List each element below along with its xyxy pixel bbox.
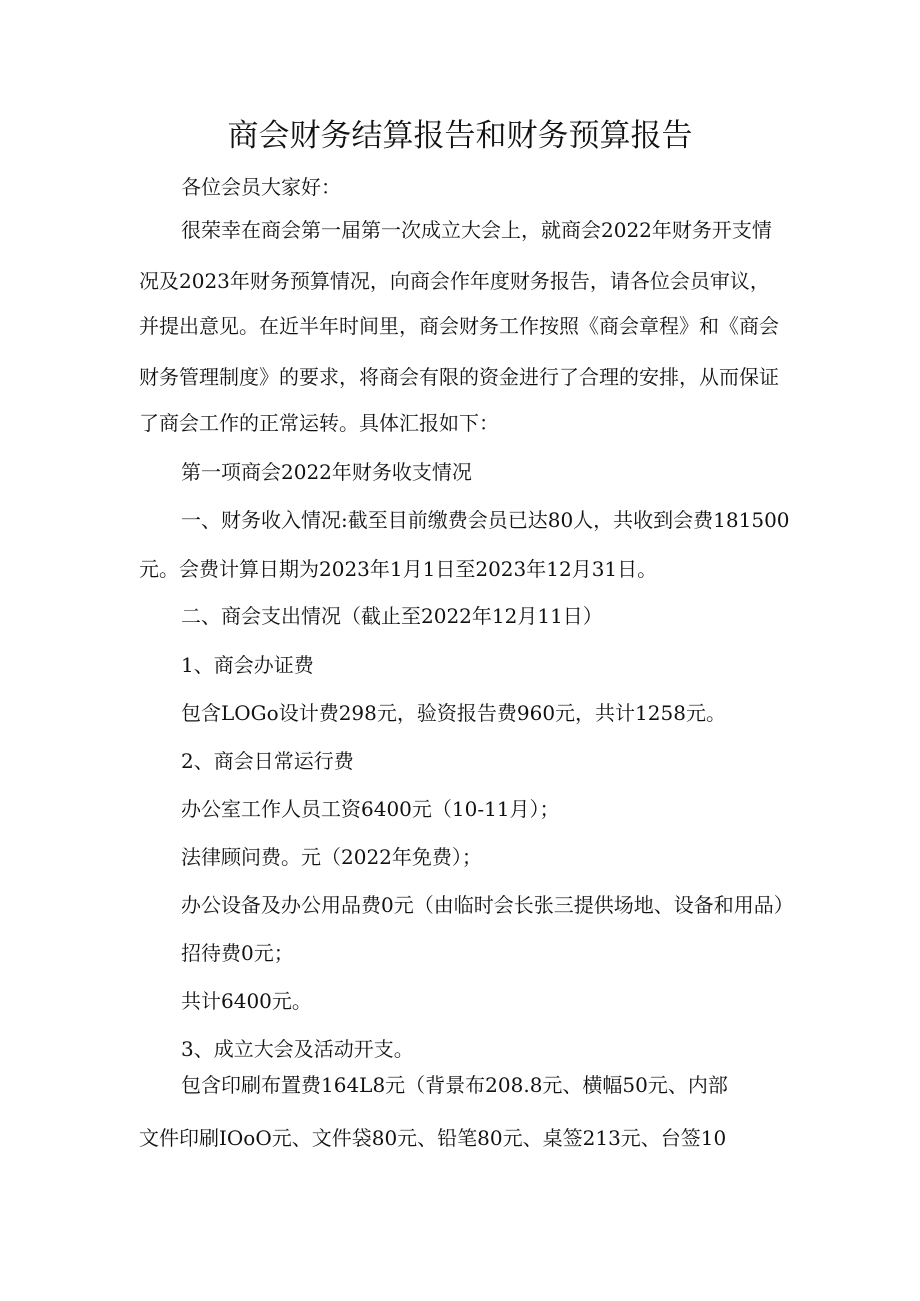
item-heading: 2、商会日常运行费 (181, 749, 354, 773)
paragraph-line: 包含印刷布置费164L8元（背景布208.8元、横幅50元、内部 (181, 1073, 728, 1097)
paragraph-line: 并提出意见。在近半年时间里，商会财务工作按照《商会章程》和《商会 (139, 314, 779, 338)
item-heading: 1、商会办证费 (181, 653, 314, 677)
paragraph-line: 很荣幸在商会第一届第一次成立大会上，就商会2022年财务开支情 (181, 218, 772, 242)
paragraph-line: 元。会费计算日期为2023年1月1日至2023年12月31日。 (139, 557, 658, 581)
paragraph-line: 招待费0元； (181, 941, 294, 965)
paragraph-line: 法律顾问费。元（2022年免费）； (181, 845, 482, 869)
document-title: 商会财务结算报告和财务预算报告 (227, 118, 693, 154)
subsection-heading: 二、商会支出情况（截止至2022年12月11日） (181, 604, 603, 628)
paragraph-line: 财务管理制度》的要求，将商会有限的资金进行了合理的安排，从而保证 (139, 365, 779, 389)
paragraph-line: 文件印刷IOoO元、文件袋80元、铅笔80元、桌签213元、台签10 (139, 1126, 727, 1150)
paragraph-line: 共计6400元。 (181, 989, 312, 1013)
paragraph-line: 办公室工作人员工资6400元（10-11月）； (181, 797, 560, 821)
paragraph-line: 办公设备及办公用品费0元（由临时会长张三提供场地、设备和用品） (181, 893, 794, 917)
item-heading: 3、成立大会及活动开支。 (181, 1037, 414, 1061)
paragraph-line: 包含LOGo设计费298元，验资报告费960元，共计1258元。 (181, 701, 726, 725)
paragraph-line: 况及2023年财务预算情况，向商会作年度财务报告，请各位会员审议， (139, 269, 770, 293)
paragraph-line: 一、财务收入情况:截至目前缴费会员已达80人，共收到会费181500 (181, 508, 790, 532)
paragraph-line: 了商会工作的正常运转。具体汇报如下： (139, 411, 499, 435)
section-heading: 第一项商会2022年财务收支情况 (181, 460, 472, 484)
greeting-line: 各位会员大家好： (181, 175, 341, 199)
